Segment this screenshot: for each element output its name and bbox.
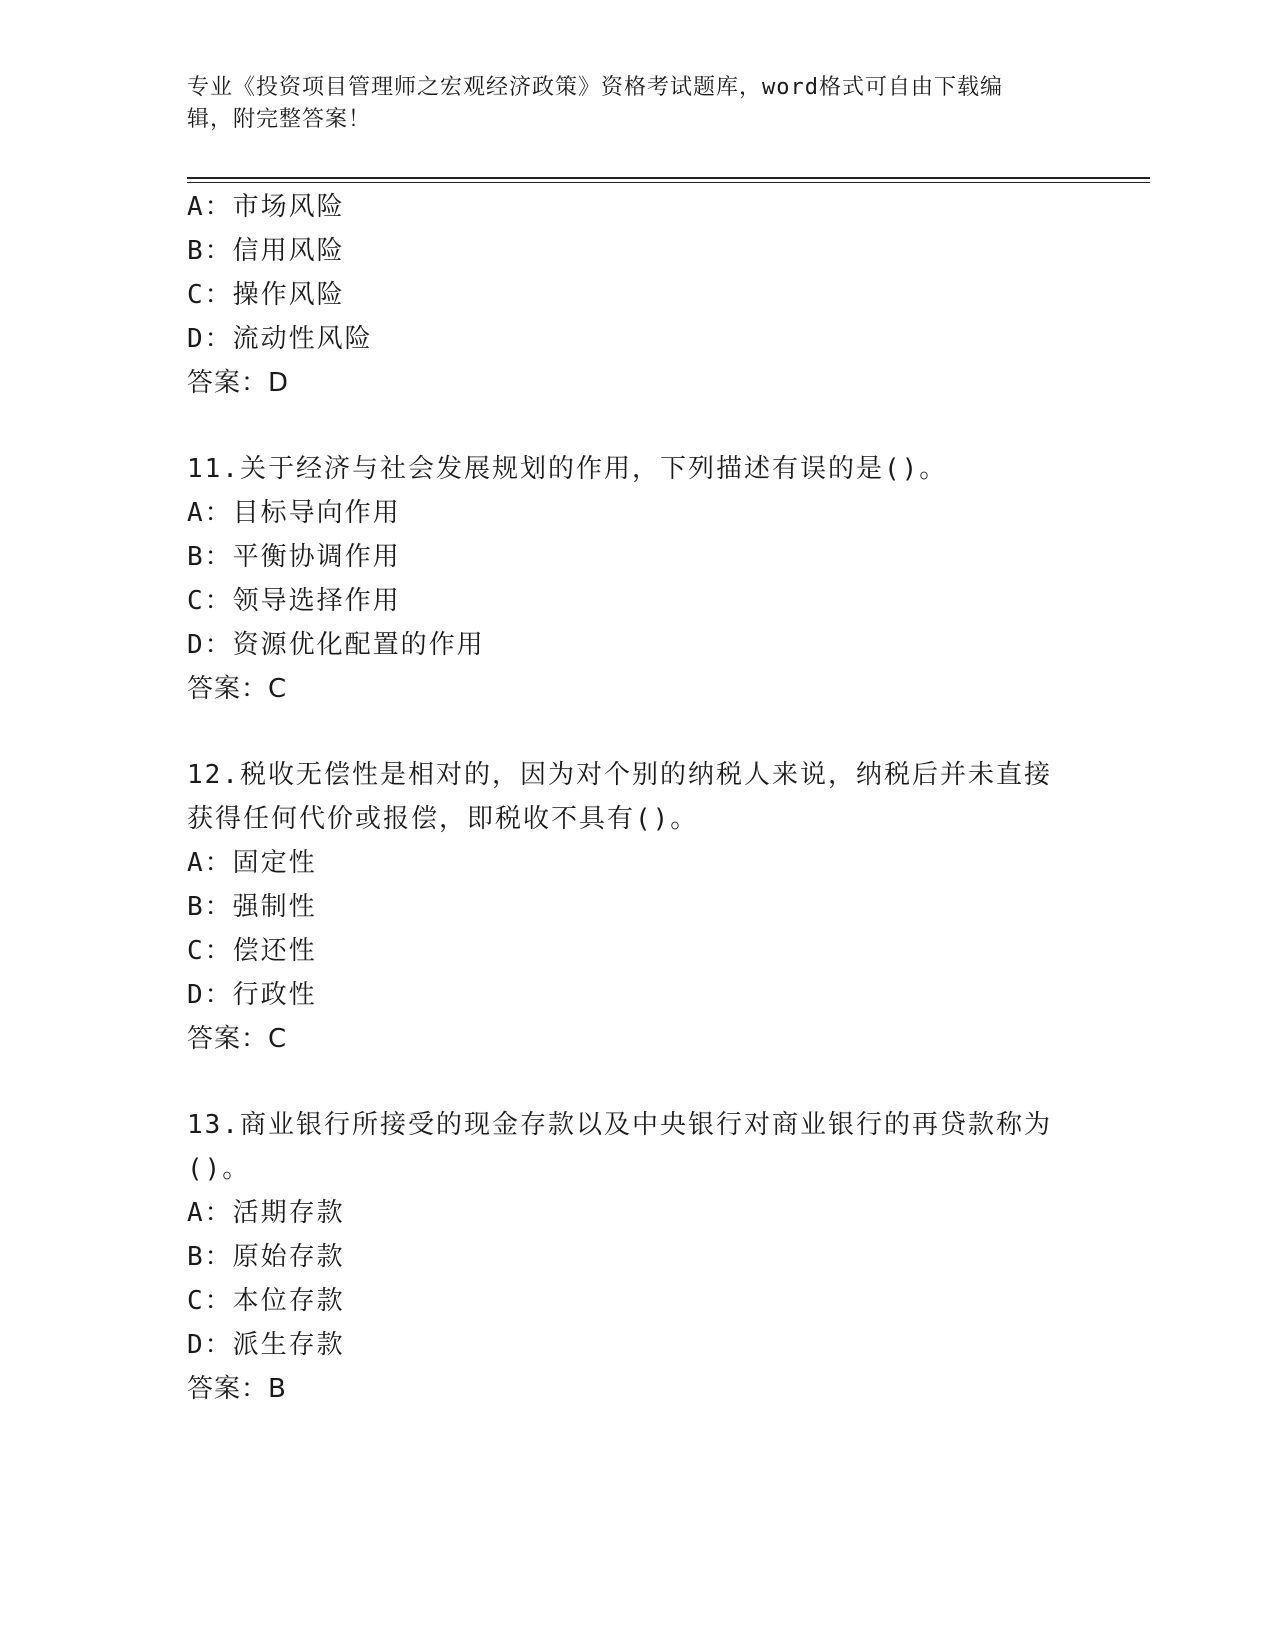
q12-option-b: B：强制性 — [187, 892, 317, 922]
q13-option-c: C：本位存款 — [187, 1286, 345, 1316]
q12-stem-line-1: 12.税收无偿性是相对的，因为对个别的纳税人来说，纳税后并未直接 — [187, 760, 1052, 790]
q10-option-d: D：流动性风险 — [187, 324, 373, 354]
q11-answer: 答案：C — [187, 674, 288, 704]
q13-option-a: A：活期存款 — [187, 1198, 345, 1228]
q10-answer: 答案：D — [187, 368, 290, 398]
q10-option-c: C：操作风险 — [187, 280, 345, 310]
q10-option-a: A：市场风险 — [187, 192, 345, 222]
q12-stem-line-2: 获得任何代价或报偿，即税收不具有()。 — [187, 804, 699, 834]
header-line-1: 专业《投资项目管理师之宏观经济政策》资格考试题库，word格式可自由下载编 — [187, 75, 1003, 100]
q13-stem-line-2: ()。 — [187, 1154, 251, 1184]
header-line-2: 辑，附完整答案！ — [187, 107, 372, 132]
q11-option-b: B：平衡协调作用 — [187, 542, 401, 572]
q11-option-a: A：目标导向作用 — [187, 498, 401, 528]
q12-option-c: C：偿还性 — [187, 936, 317, 966]
q13-stem-line-1: 13.商业银行所接受的现金存款以及中央银行对商业银行的再贷款称为 — [187, 1110, 1052, 1140]
header-divider-thick — [187, 177, 1150, 179]
page-header — [187, 72, 1087, 136]
header-divider-thin — [187, 182, 1150, 183]
q12-answer: 答案：C — [187, 1024, 288, 1054]
q11-stem: 11.关于经济与社会发展规划的作用，下列描述有误的是()。 — [187, 454, 948, 484]
q13-answer: 答案：B — [187, 1374, 287, 1404]
q13-option-d: D：派生存款 — [187, 1330, 345, 1360]
q13-option-b: B：原始存款 — [187, 1242, 345, 1272]
q10-option-b: B：信用风险 — [187, 236, 345, 266]
q11-option-c: C：领导选择作用 — [187, 586, 401, 616]
q11-option-d: D：资源优化配置的作用 — [187, 630, 485, 660]
q12-option-a: A：固定性 — [187, 848, 317, 878]
q12-option-d: D：行政性 — [187, 980, 317, 1010]
